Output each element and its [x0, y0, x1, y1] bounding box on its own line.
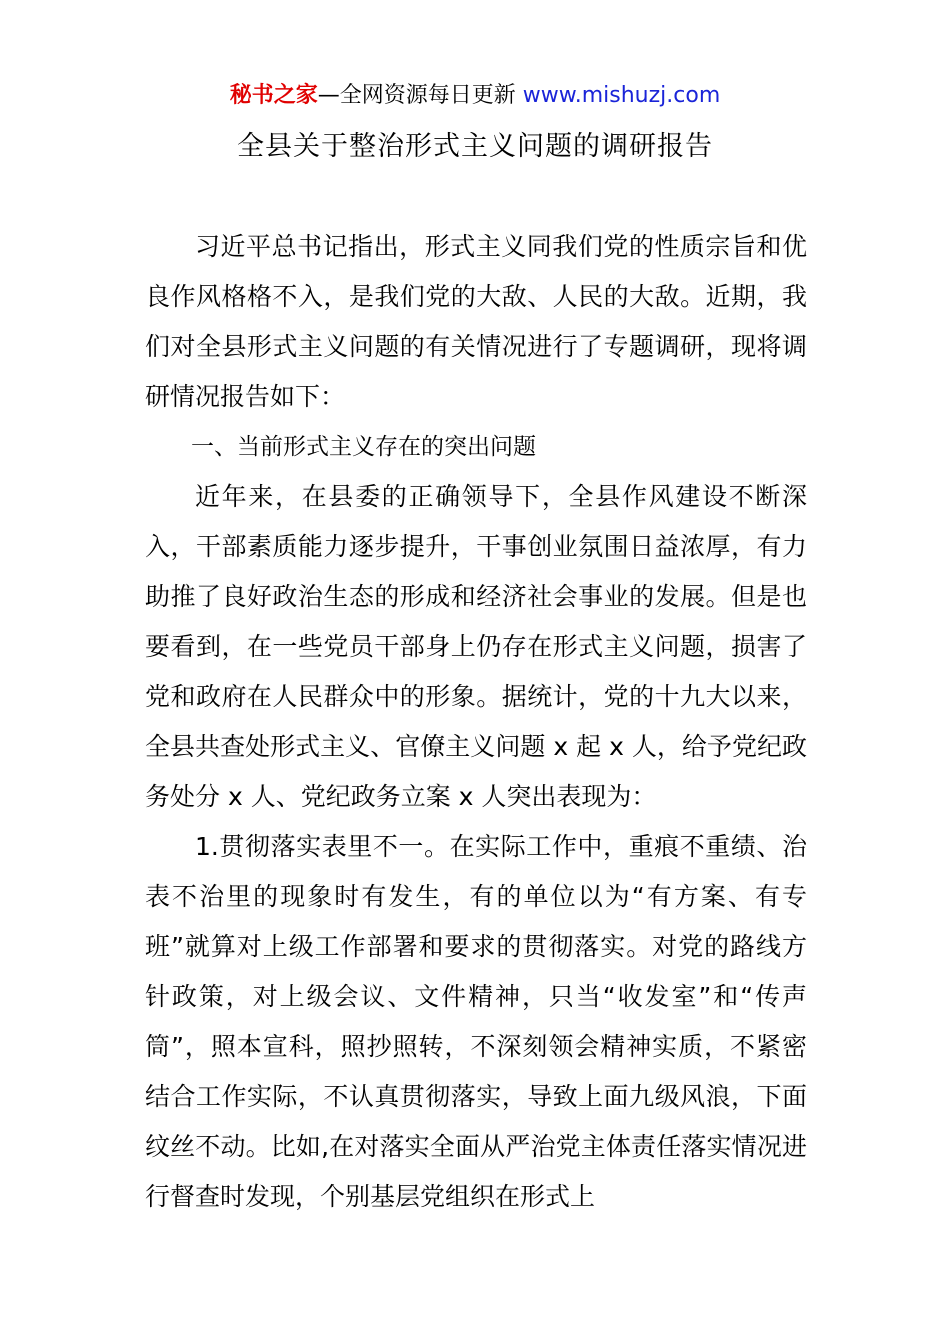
site-url-link[interactable]: www.mishuzj.com: [522, 83, 721, 108]
site-header: [0, 80, 950, 112]
paragraph-intro: 习近平总书记指出，形式主义同我们党的性质宗旨和优良作风格格不入，是我们党的大敌、人民的大敌。近期，我们对全县形式主义问题的有关情况进行了专题调研，现将调研情况报告如下：: [145, 232, 807, 411]
site-tagline: —全网资源每日更新: [317, 83, 523, 108]
paragraph-point-1: 1.贯彻落实表里不一。在实际工作中，重痕不重绩、治表不治里的现象时有发生，有的单位以为“有方案、有专班”就算对上级工作部署和要求的贯彻落实。对党的路线方针政策，对上级会议、文件精神，只当“收发室”和“传声筒”，照本宣科，照抄照转，不深刻领会精神实质，不紧密结合工作实际，不认真贯彻落实，导致上面九级风浪，下面纹丝不动。比如,在对落实全面从严治党主体责任落实情况进行督查时发现，个别基层党组织在形式上: [145, 832, 807, 1211]
paragraph-overview: 近年来，在县委的正确领导下，全县作风建设不断深入，干部素质能力逐步提升，干事创业氛围日益浓厚，有力助推了良好政治生态的形成和经济社会事业的发展。但是也要看到，在一些党员干部身上仍存在形式主义问题，损害了党和政府在人民群众中的形象。据统计，党的十九大以来，全县共查处形式主义、官僚主义问题 x 起 x 人，给予党纪政务处分 x 人、党纪政务立案 x 人突出表现为：: [145, 482, 807, 811]
section-heading-1: 一、当前形式主义存在的突出问题: [191, 434, 536, 460]
document-title: 全县关于整治形式主义问题的调研报告: [237, 131, 713, 162]
document-body: [145, 222, 807, 1222]
site-brand: 秘书之家: [229, 83, 318, 108]
